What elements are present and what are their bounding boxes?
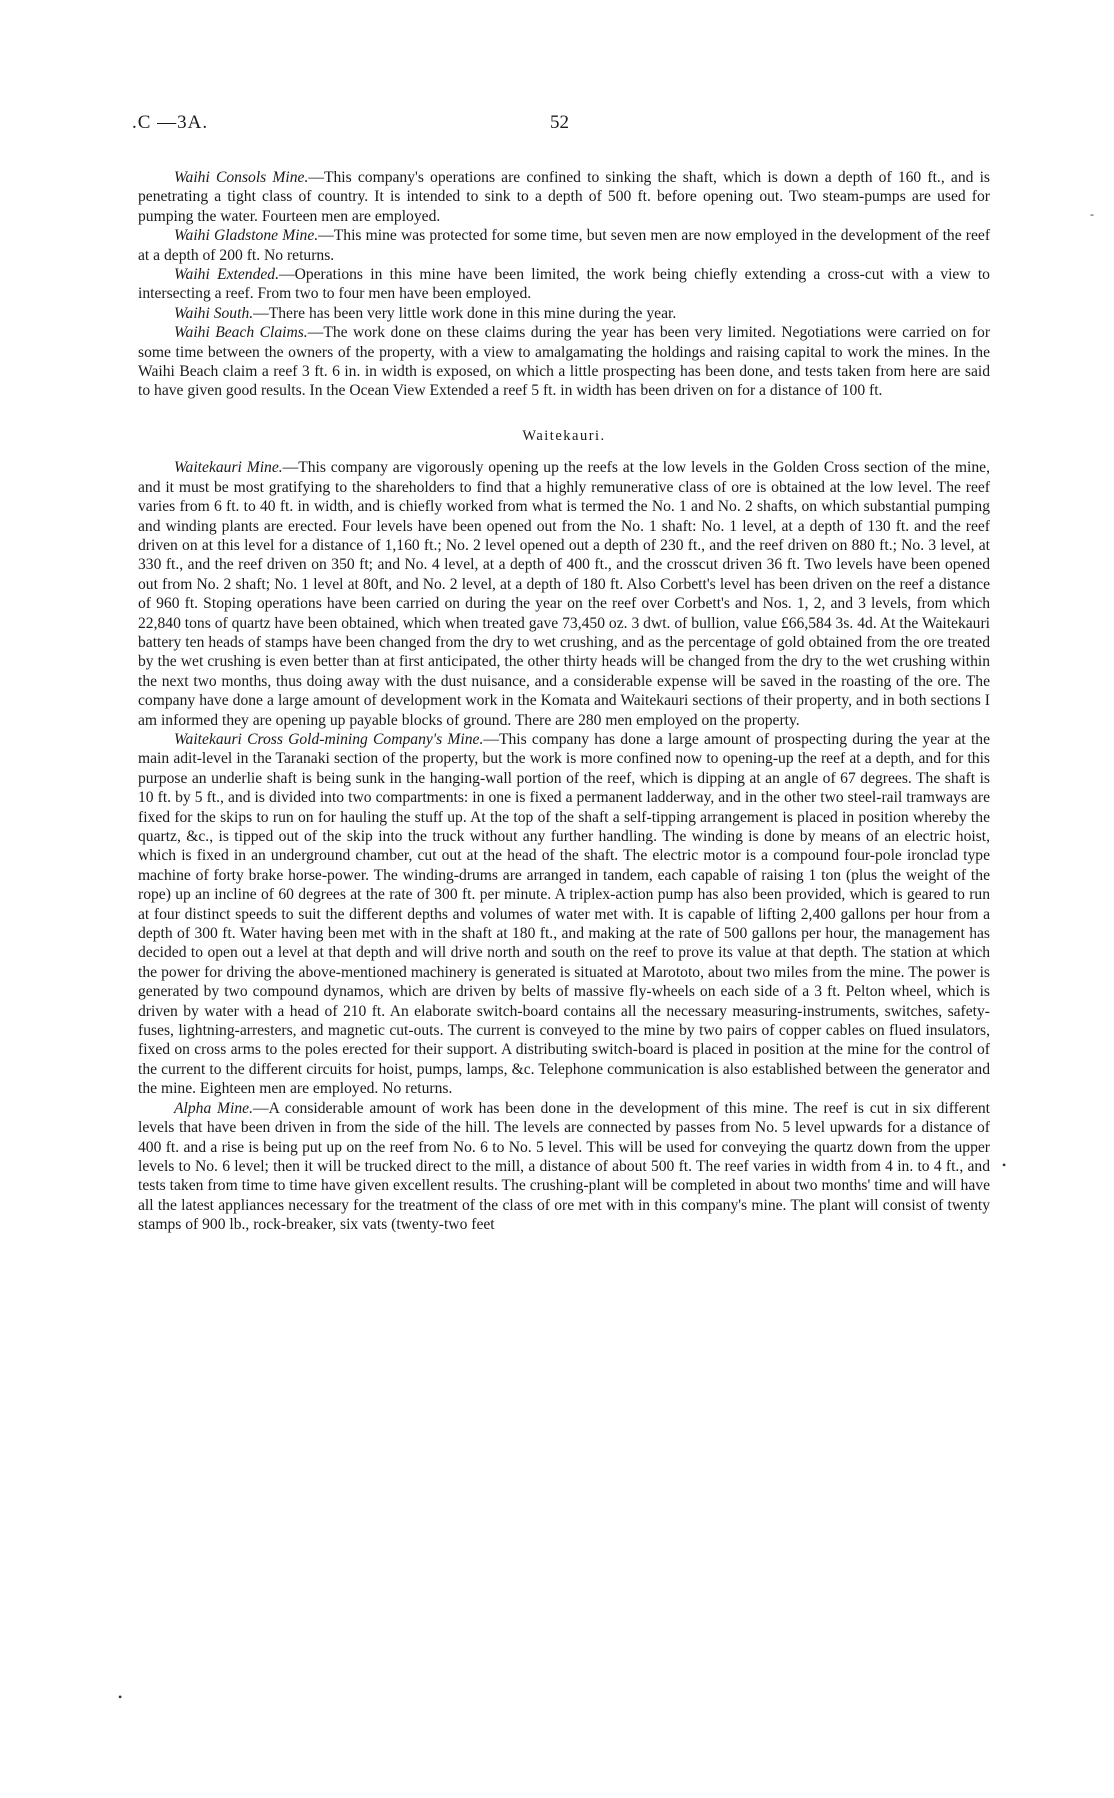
paragraph-title: Waihi South. [174, 304, 254, 322]
paragraph-title: Waitekauri Cross Gold-mining Company's Mine. [174, 730, 484, 748]
paragraph-text: —This company are vigorously opening up the reefs at the low levels in the Golden Cross section of the mine, and it must be most gratifying to the shareholders to find that a highly remunerative class of ore is obtained at the low level. The reef varies from 6 ft. to 40 ft. in width, and is chiefly worked from what is termed the No. 1 and No. 2 shafts, on which substantial pumping and winding plants are erected. Four levels have been opened out from the No. 1 shaft: No. 1 level, at a depth of 130 ft. and the reef driven on at this level for a distance of 1,160 ft.; No. 2 level opened out a depth of 230 ft., and the reef driven on 880 ft.; No. 3 level, at 330 ft., and the reef driven on 350 ft; and No. 4 level, at a depth of 400 ft., and the crosscut driven 36 ft. Two levels have been opened out from No. 2 shaft; No. 1 level at 80ft, and No. 2 level, at a depth of 180 ft. Also Corbett's level has been driven on the reef a distance of 960 ft. Stoping operations have been carried on during the year on the reef over Corbett's and Nos. 1, 2, and 3 levels, from which 22,840 tons of quartz have been obtained, which when treated gave 73,450 oz. 3 dwt. of bullion, value £66,584 3s. 4d. At the Waitekauri battery ten heads of stamps have been changed from the dry to wet crushing, and as the percentage of gold obtained from the ore treated by the wet crushing is even better than at first anticipated, the other thirty heads will be changed from the dry to the wet crushing within the next two months, thus doing away with the dust nuisance, and a considerable expense will be saved in the roasting of the ore. The company have done a large amount of development work in the Komata and Waitekauri sections of their property, and in both sections I am informed they are opening up payable blocks of ground. There are 280 men employed on the property. [138, 459, 990, 729]
paragraph-text: —The work done on these claims during the year has been very limited. Negotiations were carried on for some time between the owners of the property, with a view to amalgamating the holdings and raising capital to work the mines. In the Waihi Beach claim a reef 3 ft. 6 in. in width is exposed, on which a little prospecting has been done, and tests taken from here are said to have given good results. In the Ocean View Extended a reef 5 ft. in width has been driven on for a distance of 100 ft. [138, 324, 991, 400]
paragraph-waitekauri-mine [138, 458, 990, 730]
paragraph-waihi-beach [138, 323, 990, 401]
paragraph-title: Waihi Beach Claims. [174, 324, 308, 342]
paragraph-title: Waitekauri Mine. [174, 459, 283, 477]
page-header [132, 112, 992, 138]
paragraph-text: —There has been very little work done in this mine during the year. [253, 304, 677, 322]
paragraph-title: Waihi Consols Mine. [174, 169, 309, 186]
paragraph-waihi-extended [138, 265, 990, 304]
paragraph-text: —This company's operations are confined to sinking the shaft, which is down a depth of 160 ft., and is penetrating a tight class of country. It is intended to sink to a depth of 500 ft. before opening out. Two steam-pumps are used for pumping the water. Fourteen men are employed. [138, 169, 990, 225]
margin-dot: - [1090, 207, 1094, 221]
section-heading: Waitekauri. [522, 427, 606, 444]
paragraph-title: Alpha Mine. [174, 1099, 253, 1117]
paragraph-waitekauri-cross [138, 730, 990, 1099]
paragraph-text: —This company has done a large amount of prospecting during the year at the main adit-level in the Taranaki section of the property, but the work is more confined now to opening-up the reef at a depth, and for this purpose an underlie shaft is being sunk in the hanging-wall portion of the reef, which is dipping at an angle of 67 degrees. The shaft is 10 ft. by 5 ft., and is divided into two compartments: in one is fixed a permanent ladderway, and in the other two steel-rail tramways are fixed for the skips to run on for hauling the stuff up. At the top of the shaft a self-tipping arrangement is placed in position whereby the quartz, &c., is tipped out of the skip into the truck without any further handling. The winding is done by means of an electric hoist, which is fixed in an underground chamber, cut out at the head of the shaft. The electric motor is a compound four-pole ironclad type machine of forty brake horse-power. The winding-drums are arranged in tandem, each capable of raising 1 ton (plus the weight of the rope) up an incline of 60 degrees at the rate of 300 ft. per minute. A triplex-action pump has also been provided, which is geared to run at four distinct speeds to suit the different depths and volumes of water met with. It is capable of lifting 2,400 gallons per hour from a depth of 300 ft. Water having been met with in the shaft at 180 ft., and making at the rate of 500 gallons per hour, the management has decided to open out a level at that depth and will drive north and south on the reef to prove its value at that depth. The station at which the power for driving the above-mentioned machinery is generated is situated at Marototo, about two miles from the mine. The power is generated by two compound dynamos, which are driven by belts of massive fly-wheels on each side of a 3 ft. Pelton wheel, which is driven by water with a head of 210 ft. An elaborate switch-board contains all the necessary measuring-instruments, switches, safety-fuses, lightning-arresters, and magnetic cut-outs. The current is conveyed to the mine by two pairs of copper cables on flued insulators, fixed on cross arms to the poles erected for their support. A distributing switch-board is placed in position at the mine for the control of the current to the different circuits for hoist, pumps, lamps, &c. Telephone communication is also established between the generator and the mine. Eighteen men are employed. No returns. [138, 730, 990, 1098]
paragraph-text: —Operations in this mine have been limited, the work being chiefly extending a cross-cut with a view to intersecting a reef. From two to four men have been employed. [138, 266, 990, 303]
paragraph-text: —This mine was protected for some time, but seven men are now employed in the development of the reef at a depth of 200 ft. No returns. [138, 227, 991, 264]
paragraph-waihi-gladstone [138, 226, 990, 265]
paragraph-alpha-mine [138, 1099, 990, 1235]
paragraph-waihi-south [138, 304, 990, 323]
margin-dot: • [118, 1690, 123, 1704]
document-reference: .C —3A. [132, 112, 209, 133]
paragraph-title: Waihi Extended. [174, 266, 279, 284]
margin-dot: • [1002, 1158, 1007, 1172]
paragraph-waihi-consols [138, 168, 990, 226]
page-number: 52 [550, 112, 569, 133]
paragraph-title: Waihi Gladstone Mine. [174, 227, 319, 245]
document-body [138, 168, 990, 1235]
paragraph-text: —A considerable amount of work has been done in the development of this mine. The reef is cut in six different levels that have been driven in from the side of the hill. The levels are connected by passes from No. 5 level upwards for a distance of 400 ft. and a rise is being put up on the reef from No. 6 to No. 5 level. This will be used for conveying the quartz down from the upper levels to No. 6 level; then it will be trucked direct to the mill, a distance of about 500 ft. The reef varies in width from 4 in. to 4 ft., and tests taken from time to time have given excellent results. The crushing-plant will be completed in about two months' time and will have all the latest appliances necessary for the treatment of the class of ore met with in this company's mine. The plant will consist of twenty stamps of 900 lb., rock-breaker, six vats (twenty-two feet [138, 1099, 990, 1234]
